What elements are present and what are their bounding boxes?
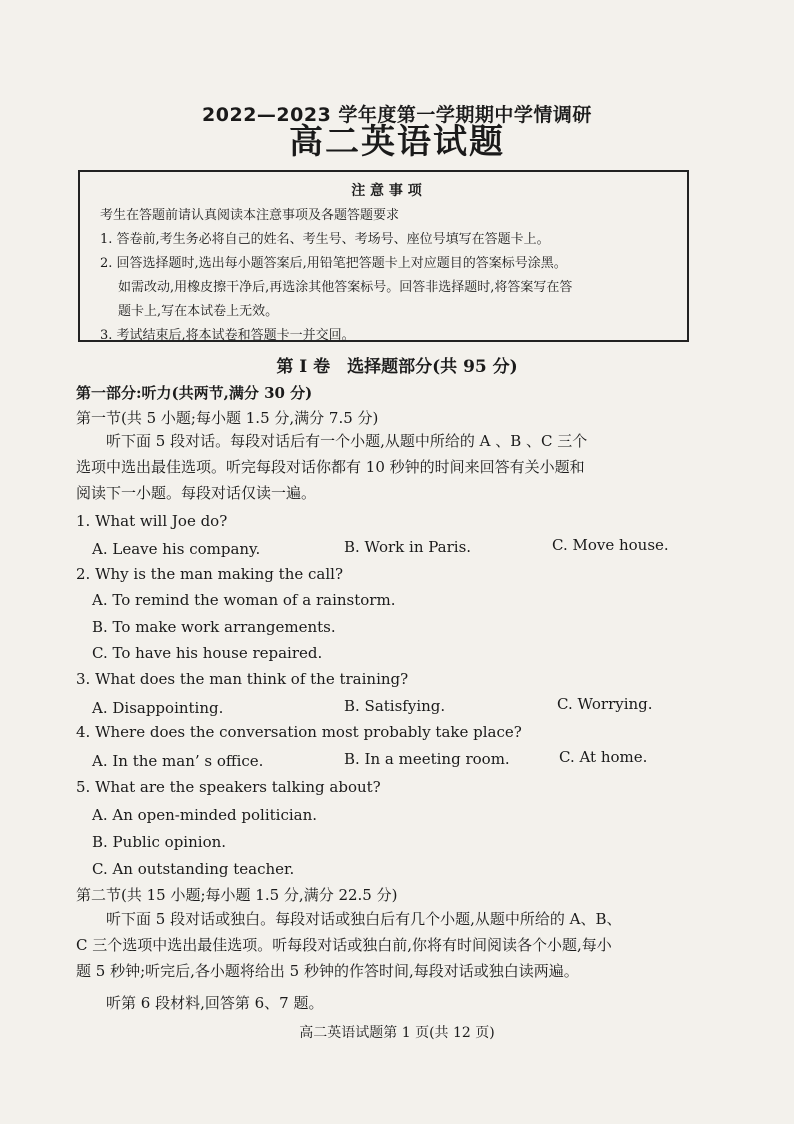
option-a: A. To remind the woman of a rainstorm. (92, 591, 396, 609)
notice-text (100, 204, 673, 348)
part1-heading (76, 382, 716, 403)
instr-line: 题 5 秒钟;听完后,各小题将给出 5 秒钟的作答时间,每段对话或独白读两遍。 (76, 962, 579, 980)
option-b: B. To make work arrangements. (92, 618, 336, 636)
instr-line: 听下面 5 段对话。每段对话后有一个小题,从题中所给的 A 、B 、C 三个 (106, 432, 588, 450)
question-4 (76, 723, 716, 741)
sub2-heading (76, 884, 716, 905)
option-b: B. In a meeting room. (344, 750, 510, 768)
notice-box (78, 170, 689, 342)
question-text: 2. Why is the man making the call? (76, 565, 343, 583)
question-text: 1. What will Joe do? (76, 512, 228, 530)
instr-line: 听下面 5 段对话或独白。每段对话或独白后有几个小题,从题中所给的 A、B、 (106, 910, 622, 928)
option-a: A. Disappointing. (92, 699, 224, 717)
option-c: C. Move house. (552, 536, 669, 554)
notice-line: 考生在答题前请认真阅读本注意事项及各题答题要求 (100, 208, 400, 223)
question-5 (76, 778, 716, 796)
question-text: 5. What are the speakers talking about? (76, 778, 381, 796)
notice-line: 3. 考试结束后,将本试卷和答题卡一并交回。 (100, 328, 355, 343)
question-2 (76, 565, 716, 583)
notice-title: 注 意 事 项 (351, 183, 422, 199)
sub1-title: 第一节(共 5 小题;每小题 1.5 分,满分 7.5 分) (76, 409, 379, 427)
question-3 (76, 670, 716, 688)
exam-title: 高二英语试题 (289, 122, 505, 162)
option-c: C. To have his house repaired. (92, 644, 323, 662)
sub1-heading (76, 407, 716, 428)
option-c: C. Worrying. (557, 695, 653, 713)
instr-line: 选项中选出最佳选项。听完每段对话你都有 10 秒钟的时间来回答有关小题和 (76, 458, 585, 476)
sub2-title: 第二节(共 15 小题;每小题 1.5 分,满分 22.5 分) (76, 886, 398, 904)
question-1 (76, 512, 716, 530)
option-c: C. An outstanding teacher. (92, 860, 295, 878)
instructions-2 (76, 906, 726, 984)
instr-line: 听第 6 段材料,回答第 6、7 题。 (106, 994, 324, 1012)
instructions-1 (76, 428, 716, 506)
page-footer: 高二英语试题第 1 页(共 12 页) (299, 1025, 495, 1041)
instr-line: 阅读下一小题。每段对话仅读一遍。 (76, 484, 317, 502)
notice-line: 如需改动,用橡皮擦干净后,再选涂其他答案标号。回答非选择题时,将答案写在答 (118, 280, 573, 295)
option-a: A. An open-minded politician. (92, 806, 318, 824)
option-b: B. Work in Paris. (344, 538, 472, 556)
option-b: B. Public opinion. (92, 833, 227, 851)
option-a: A. Leave his company. (92, 540, 261, 558)
part1-title: 第一部分:听力(共两节,满分 30 分) (76, 384, 313, 402)
instr-line: C 三个选项中选出最佳选项。听每段对话或独白前,你将有时间阅读各个小题,每小 (76, 936, 612, 954)
option-b: B. Satisfying. (344, 697, 446, 715)
notice-line: 1. 答卷前,考生务必将自己的姓名、考生号、考场号、座位号填写在答题卡上。 (100, 232, 550, 247)
question-text: 3. What does the man think of the training? (76, 670, 409, 688)
notice-line: 2. 回答选择题时,选出每小题答案后,用铅笔把答题卡上对应题目的答案标号涂黑。 (100, 256, 567, 271)
exam-year-line: 2022—2023 学年度第一学期期中学情调研 (202, 104, 592, 126)
option-c: C. At home. (559, 748, 648, 766)
question-text: 4. Where does the conversation most probably take place? (76, 723, 522, 741)
section-title: 第 I 卷 选择题部分(共 95 分) (276, 357, 518, 377)
option-a: A. In the man’ s office. (92, 752, 264, 770)
instructions-3 (76, 990, 716, 1016)
notice-line: 题卡上,写在本试卷上无效。 (118, 304, 279, 319)
